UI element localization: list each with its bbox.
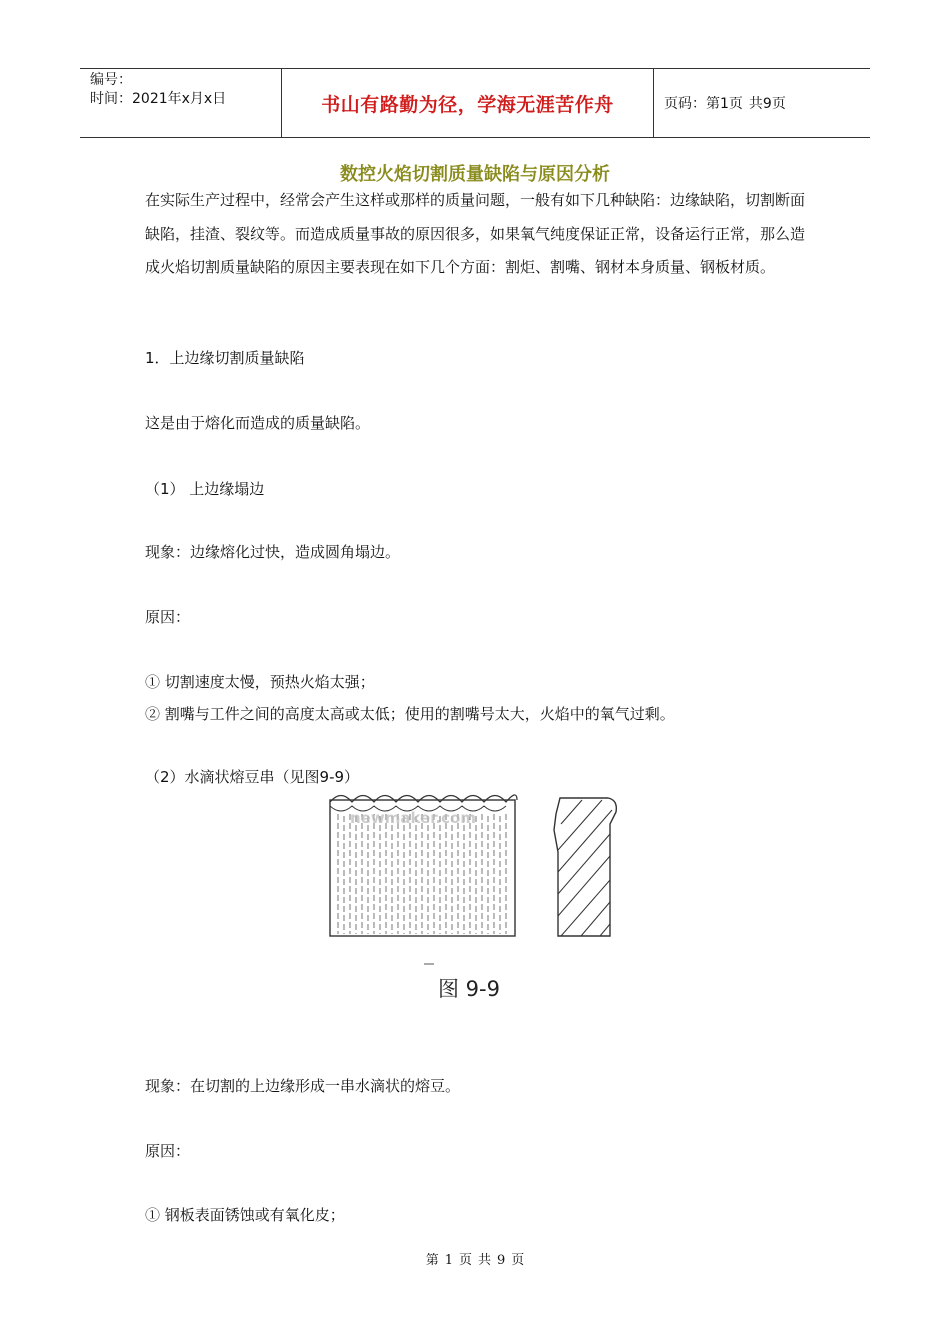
intro-paragraph: 在实际生产过程中，经常会产生这样或那样的质量问题，一般有如下几种缺陷：边缘缺陷，切割断面缺陷，挂渣、裂纹等。而造成质量事故的原因很多，如果氧气纯度保证正常，设备运行正常，那么造成火焰切割质量缺陷的原因主要表现在如下几个方面：割炬、割嘴、钢材本身质量、钢板材质。 xyxy=(145,191,806,276)
item2-cause-label: 原因： xyxy=(145,1142,191,1160)
footer-total-unit: 页 xyxy=(511,1253,525,1268)
header-total-label: 共9页 xyxy=(748,96,786,112)
document-title: 数控火焰切割质量缺陷与原因分析 xyxy=(340,164,610,185)
header-motto: 书山有路勤为径，学海无涯苦作舟 xyxy=(321,93,614,116)
figure-illustration xyxy=(320,792,630,1004)
figure-caption: 图 9-9 xyxy=(438,977,500,1001)
header-page-cell xyxy=(654,69,870,137)
item2-phenomenon: 现象：在切割的上边缘形成一串水滴状的熔豆。 xyxy=(145,1077,461,1095)
figure-watermark: newmaker.com xyxy=(350,809,476,827)
page-footer xyxy=(0,1249,950,1268)
item1-heading: （1） 上边缘塌边 xyxy=(145,480,265,498)
figure-9-9 xyxy=(320,792,630,1008)
item2-cause-1: ① 钢板表面锈蚀或有氧化皮； xyxy=(145,1206,345,1224)
footer-first: 第 xyxy=(425,1253,439,1268)
item1-cause-label: 原因： xyxy=(145,608,191,626)
footer-total: 共 xyxy=(478,1253,492,1268)
item1-cause-2: ② 割嘴与工件之间的高度太高或太低；使用的割嘴号太大，火焰中的氧气过剩。 xyxy=(145,705,675,723)
section1-heading: 1．上边缘切割质量缺陷 xyxy=(145,349,305,367)
document-time-label: 时间：2021年x月x日 xyxy=(90,91,227,107)
cross-section-hatching xyxy=(558,800,612,936)
item1-phenomenon: 现象：边缘熔化过快，造成圆角塌边。 xyxy=(145,543,401,561)
drag-lines xyxy=(338,814,506,934)
header-motto-cell xyxy=(282,69,654,137)
footer-pages-unit: 页 xyxy=(458,1253,472,1268)
footer-page-number: 1 xyxy=(444,1253,453,1268)
header-info-cell xyxy=(80,69,282,137)
header-table xyxy=(80,68,870,138)
item1-cause-1: ① 切割速度太慢，预热火焰太强； xyxy=(145,673,375,691)
footer-total-pages: 9 xyxy=(497,1253,506,1268)
item2-heading: （2）水滴状熔豆串（见图9-9） xyxy=(145,768,360,786)
header-page-label: 页码：第1页 xyxy=(664,96,743,112)
section1-description: 这是由于熔化而造成的质量缺陷。 xyxy=(145,414,371,432)
document-number-label: 编号： xyxy=(90,72,132,88)
